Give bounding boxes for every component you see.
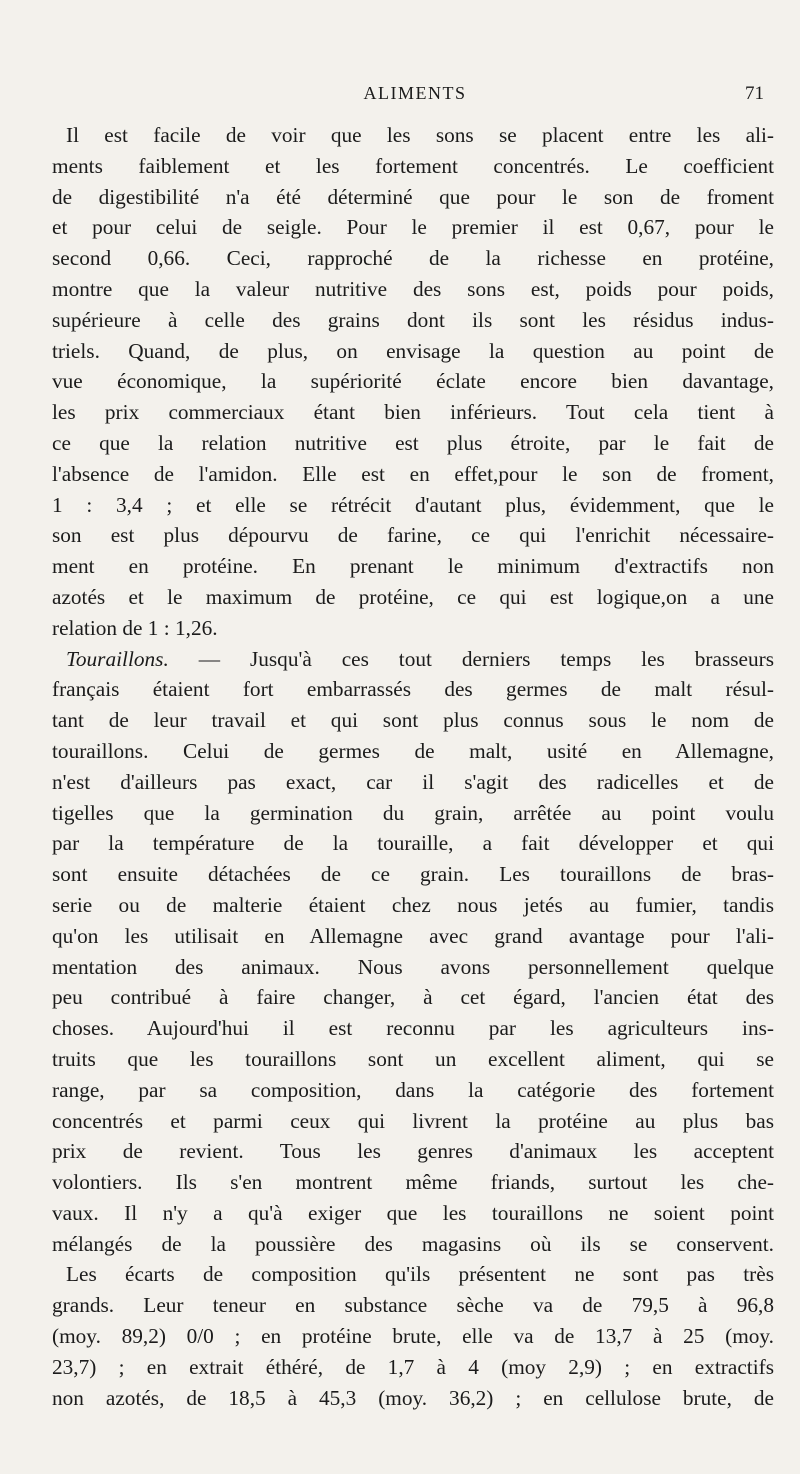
text-line: l'absence de l'amidon. Elle est en effet,pour le son de froment, <box>52 461 774 486</box>
text-line: relation de 1 : 1,26. <box>52 615 218 640</box>
section-heading: Touraillons. <box>66 646 169 671</box>
text-line: supérieure à celle des grains dont ils sont les résidus indus- <box>52 307 774 332</box>
text-line: mélangés de la poussière des magasins où ils se conservent. <box>52 1231 774 1256</box>
text-line: par la température de la touraille, a fait développer et qui <box>52 831 774 856</box>
text-line: montre que la valeur nutritive des sons est, poids pour poids, <box>52 276 774 301</box>
text-line: vaux. Il n'y a qu'à exiger que les touraillons ne soient point <box>52 1200 774 1225</box>
text-line: Les écarts de composition qu'ils présentent ne sont pas très <box>66 1262 774 1287</box>
running-title: ALIMENTS <box>363 83 467 103</box>
text-line: tigelles que la germination du grain, arrêtée au point voulu <box>52 800 774 825</box>
text-line-with-heading <box>52 644 774 675</box>
text-line: concentrés et parmi ceux qui livrent la protéine au plus bas <box>52 1108 774 1133</box>
text-line: mentation des animaux. Nous avons personnellement quelque <box>52 954 774 979</box>
text-line: second 0,66. Ceci, rapproché de la richesse en protéine, <box>52 246 774 271</box>
text-line: triels. Quand, de plus, on envisage la question au point de <box>52 338 774 363</box>
page-number: 71 <box>745 83 764 104</box>
text-line: azotés et le maximum de protéine, ce qui est logique,on a une <box>52 584 774 609</box>
text-line: ments faiblement et les fortement concentrés. Le coefficient <box>52 153 774 178</box>
text-line: ce que la relation nutritive est plus étroite, par le fait de <box>52 430 774 455</box>
text-line: ment en protéine. En prenant le minimum d'extractifs non <box>52 554 774 579</box>
text-line: non azotés, de 18,5 à 45,3 (moy. 36,2) ; en cellulose brute, de <box>52 1385 774 1410</box>
text-line: de digestibilité n'a été déterminé que pour le son de froment <box>52 184 774 209</box>
text-line: tant de leur travail et qui sont plus connus sous le nom de <box>52 708 774 733</box>
text-line: qu'on les utilisait en Allemagne avec grand avantage pour l'ali- <box>52 923 774 948</box>
page-header <box>52 83 778 113</box>
text-line: et pour celui de seigle. Pour le premier il est 0,67, pour le <box>52 215 774 240</box>
text-line: (moy. 89,2) 0/0 ; en protéine brute, elle va de 13,7 à 25 (moy. <box>52 1324 774 1349</box>
text-line: sont ensuite détachées de ce grain. Les touraillons de bras- <box>52 862 774 887</box>
text-line: n'est d'ailleurs pas exact, car il s'agit des radicelles et de <box>52 769 774 794</box>
text-line: grands. Leur teneur en substance sèche va de 79,5 à 96,8 <box>52 1293 774 1318</box>
text-line: truits que les touraillons sont un excellent aliment, qui se <box>52 1046 774 1071</box>
text-line: Il est facile de voir que les sons se placent entre les ali- <box>66 123 774 147</box>
text-line: peu contribué à faire changer, à cet égard, l'ancien état des <box>52 985 774 1010</box>
text-line: serie ou de malterie étaient chez nous jetés au fumier, tandis <box>52 892 774 917</box>
text-line: choses. Aujourd'hui il est reconnu par les agriculteurs ins- <box>52 1016 774 1041</box>
text-line: range, par sa composition, dans la catégorie des fortement <box>52 1077 774 1102</box>
text-line: vue économique, la supériorité éclate encore bien davantage, <box>52 369 774 394</box>
text-line: français étaient fort embarrassés des germes de malt résul- <box>52 677 774 702</box>
body-text <box>52 120 774 1413</box>
text-line: les prix commerciaux étant bien inférieurs. Tout cela tient à <box>52 400 774 425</box>
text-line: touraillons. Celui de germes de malt, usité en Allemagne, <box>52 738 774 763</box>
text-line: 23,7) ; en extrait éthéré, de 1,7 à 4 (moy 2,9) ; en extractifs <box>52 1354 774 1379</box>
text-line: son est plus dépourvu de farine, ce qui l'enrichit nécessaire- <box>52 523 774 548</box>
text-line: volontiers. Ils s'en montrent même friands, surtout les che- <box>52 1170 774 1195</box>
text-line: prix de revient. Tous les genres d'animaux les acceptent <box>52 1139 774 1164</box>
text-line-rest: — Jusqu'à ces tout derniers temps les brasseurs <box>198 646 774 671</box>
text-line: 1 : 3,4 ; et elle se rétrécit d'autant plus, évidemment, que le <box>52 492 774 517</box>
